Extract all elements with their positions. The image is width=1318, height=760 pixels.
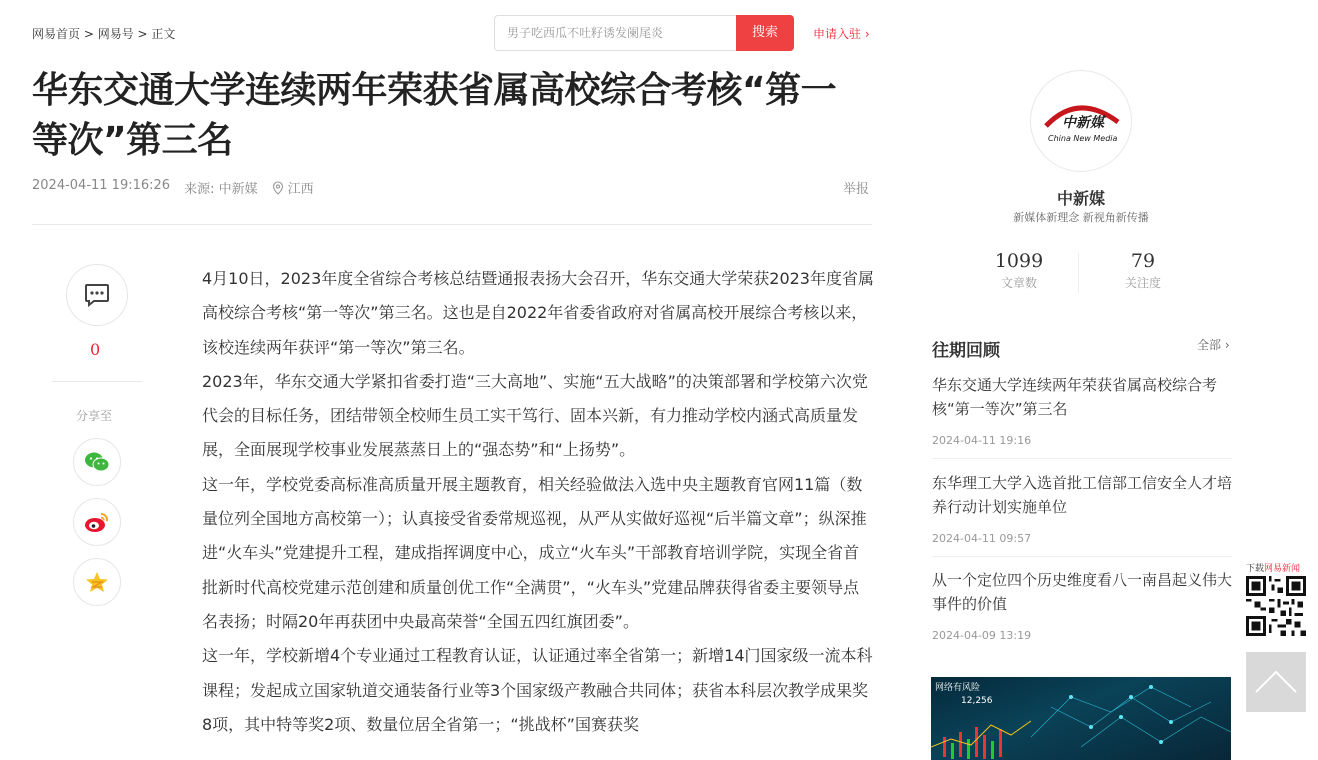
- qr-label-brand: 网易新闻: [1264, 564, 1301, 574]
- qzone-star-icon: [85, 571, 109, 593]
- article-paragraph: 4月10日，2023年度全省综合考核总结暨通报表扬大会召开，华东交通大学荣获2023年度省属高校综合考核“第一等次”第三名。这也是自2022年省委省政府对省属高校开展综合考核以来，该校连续两年获评“第一等次”第三名。: [202, 269, 874, 357]
- review-item[interactable]: [932, 471, 1232, 545]
- weibo-icon: [84, 511, 110, 533]
- review-item-title[interactable]: 华东交通大学连续两年荣获省属高校综合考核“第一等次”第三名: [932, 376, 1218, 418]
- wechat-icon: [84, 451, 110, 473]
- header-divider: [32, 224, 872, 225]
- tools-divider: [52, 381, 142, 382]
- breadcrumb: [32, 25, 175, 42]
- article-title: 华东交通大学连续两年荣获省属高校综合考核“第一等次”第三名: [32, 70, 837, 161]
- svg-text:中新媒: 中新媒: [1062, 115, 1104, 131]
- location-text: 江西: [287, 182, 314, 197]
- share-weibo-button[interactable]: [73, 498, 121, 546]
- breadcrumb-separator: >: [133, 27, 152, 41]
- share-wechat-button[interactable]: [73, 438, 121, 486]
- stat-articles: [979, 250, 1059, 291]
- location: [272, 178, 314, 197]
- article-body: [202, 262, 874, 742]
- side-tools: [66, 264, 128, 326]
- review-item-date: 2024-04-11 09:57: [932, 532, 1032, 545]
- ad-banner[interactable]: [931, 677, 1231, 760]
- report-link[interactable]: 举报: [843, 182, 870, 197]
- author-avatar[interactable]: [1030, 70, 1132, 172]
- article-paragraph: 2023年，华东交通大学紧扣省委打造“三大高地”、实施“五大战略”的决策部署和学校第六次党代会的目标任务，团结带领全校师生员工实干笃行、固本兴新，有力推动学校内涵式高质量发展，全面展现学校事业发展蒸蒸日上的“强态势”和“上扬势”。: [202, 371, 868, 460]
- review-all-link[interactable]: 全部 ›: [1197, 338, 1230, 352]
- comment-button[interactable]: [66, 264, 128, 326]
- comment-icon: [84, 283, 110, 307]
- ad-label: 网络有风险: [935, 683, 981, 693]
- breadcrumb-separator: >: [80, 27, 98, 41]
- review-item-title[interactable]: 从一个定位四个历史维度看八一南昌起义伟大事件的价值: [932, 571, 1233, 613]
- author-name[interactable]: 中新媒: [1056, 189, 1105, 208]
- ad-stock-graphic: [931, 677, 1231, 760]
- author-motto: 新媒体新理念 新视角新传播: [1013, 211, 1149, 224]
- location-pin-icon: [272, 181, 284, 195]
- share-label: 分享至: [76, 409, 113, 423]
- review-item-title[interactable]: 东华理工大学入选首批工信部工信安全人才培养行动计划实施单位: [932, 474, 1233, 516]
- apply-link[interactable]: 申请入驻 ›: [813, 27, 870, 41]
- article-paragraph: 这一年，学校新增4个专业通过工程教育认证，认证通过率全省第一；新增14门国家级一流本科课程；发起成立国家轨道交通装备行业等3个国家级产教融合共同体；获省本科层次教学成果奖8项，其中特等奖2项、数量位居全省第一；“挑战杯”国赛获奖: [202, 646, 873, 734]
- back-to-top-button[interactable]: [1246, 652, 1306, 712]
- chevron-up-icon: [1252, 668, 1300, 696]
- breadcrumb-section[interactable]: 网易号: [97, 27, 134, 41]
- review-item-date: 2024-04-11 19:16: [932, 434, 1032, 447]
- qr-code-icon[interactable]: [1246, 576, 1306, 636]
- review-divider: [932, 556, 1232, 557]
- stat-separator: [1078, 253, 1079, 293]
- article-source[interactable]: 来源: 中新媒: [184, 182, 258, 197]
- search-button[interactable]: 搜索: [736, 15, 794, 51]
- articles-count: 1099: [994, 250, 1044, 272]
- china-new-media-logo: [1038, 96, 1124, 146]
- review-divider: [932, 458, 1232, 459]
- publish-time: 2024-04-11 19:16:26: [32, 178, 171, 193]
- qr-label-prefix: 下载: [1246, 564, 1265, 574]
- article-meta: [32, 178, 314, 197]
- qr-download-label: [1246, 561, 1300, 574]
- svg-text:12,256: 12,256: [961, 696, 993, 706]
- comment-count: 0: [90, 340, 101, 359]
- follow-count: 79: [1130, 250, 1156, 272]
- article-paragraph: 这一年，学校党委高标准高质量开展主题教育，相关经验做法入选中央主题教育官网11篇（数量位列全国地方高校第一）；认真接受省委常规巡视，从严从实做好巡视“后半篇文章”；纵深推进“火车头”党建提升工程，建成指挥调度中心，成立“火车头”干部教育培训学院，实现全省首批新时代高校党建示范创建和质量创优工作“全满贯”，“火车头”党建品牌获得省委主要领导点名表扬；时隔20年再获团中央最高荣誉“全国五四红旗团委”。: [202, 474, 867, 631]
- review-title: 往期回顾: [932, 341, 1000, 361]
- follow-label: 关注度: [1124, 276, 1161, 290]
- review-item-date: 2024-04-09 13:19: [932, 629, 1032, 642]
- review-item[interactable]: [932, 373, 1232, 447]
- articles-label: 文章数: [1000, 276, 1037, 290]
- review-item[interactable]: [932, 568, 1232, 642]
- svg-text:China New Media: China New Media: [1048, 134, 1118, 143]
- search-input[interactable]: 男子吃西瓜不吐籽诱发阑尾炎: [494, 15, 736, 51]
- breadcrumb-home[interactable]: 网易首页: [32, 27, 81, 41]
- share-qzone-button[interactable]: [73, 558, 121, 606]
- breadcrumb-current: 正文: [151, 27, 176, 41]
- stat-follow: [1103, 250, 1183, 291]
